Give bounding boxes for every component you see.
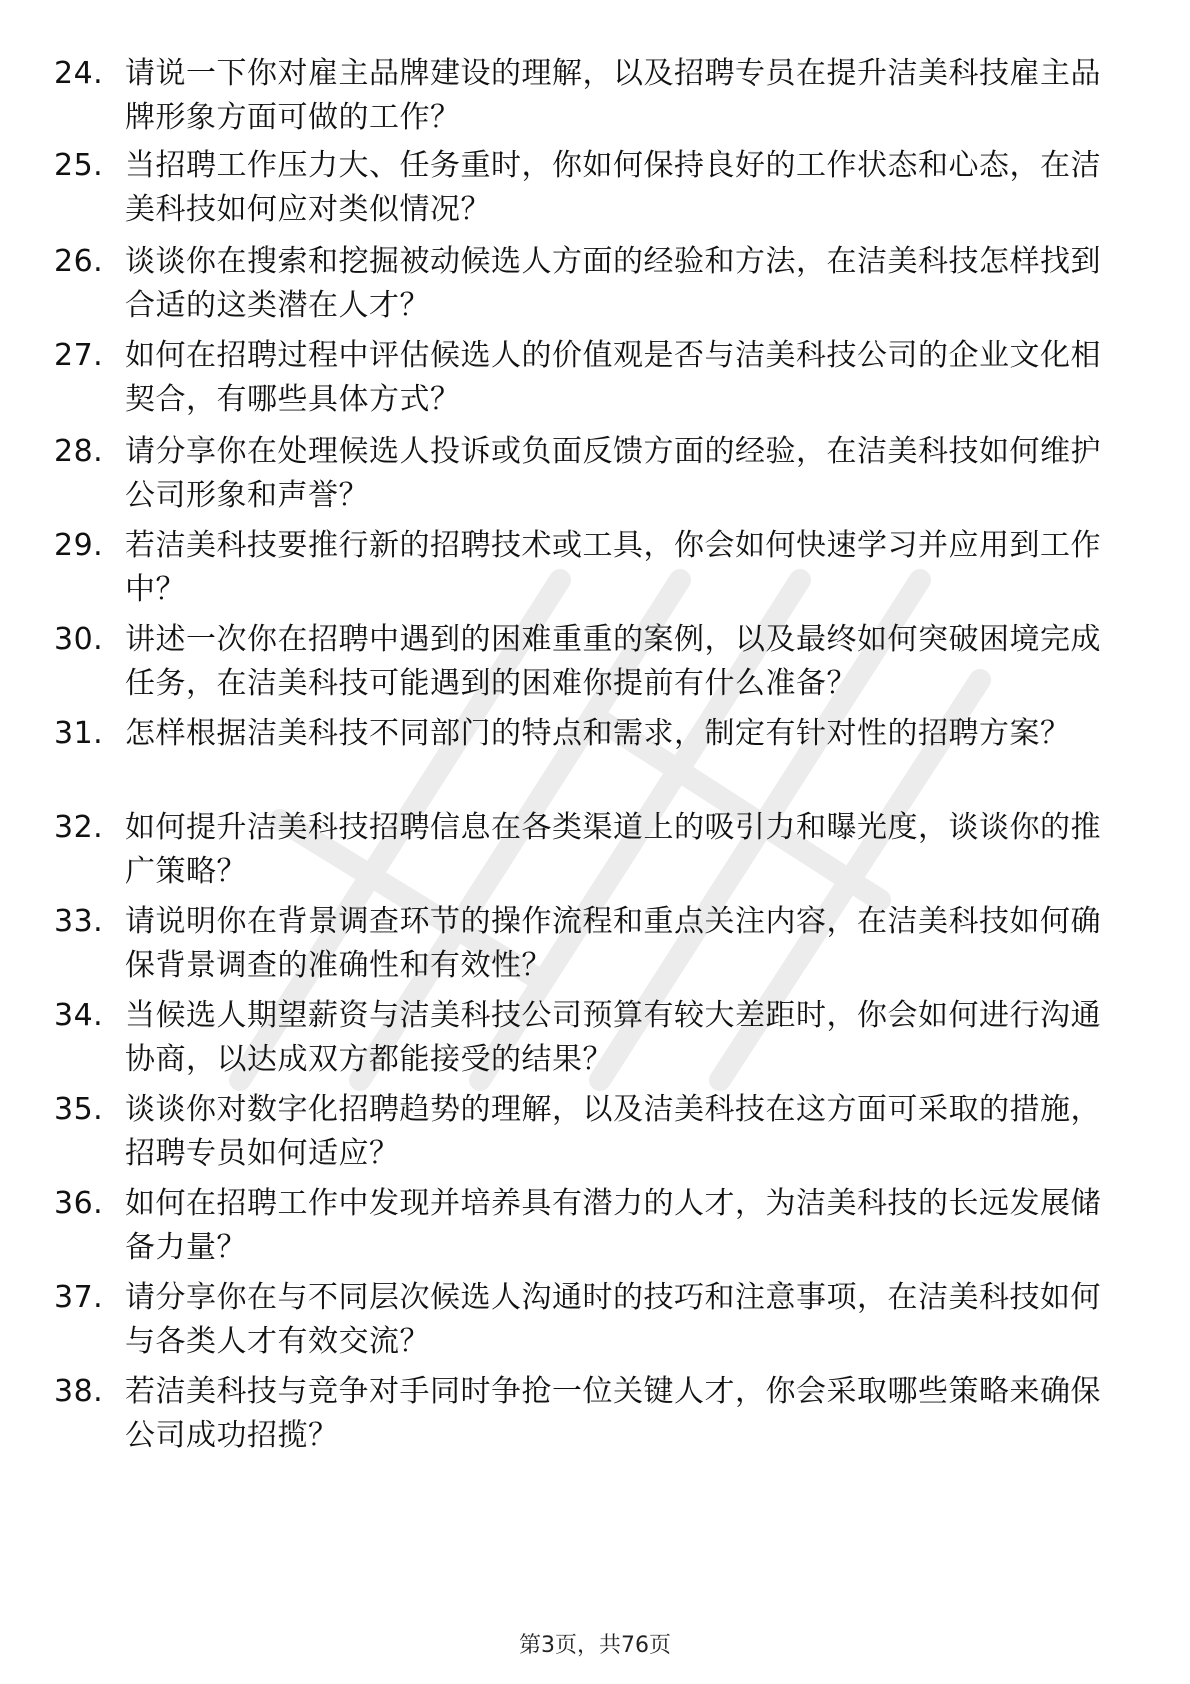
question-number: 25. <box>54 148 104 183</box>
question-text: 请说明你在背景调查环节的操作流程和重点关注内容，在洁美科技如何确保背景调查的准确性和有效性？ <box>125 904 1101 983</box>
question-number: 29. <box>54 528 104 563</box>
question-number: 38. <box>54 1374 104 1409</box>
question-number: 36. <box>54 1186 104 1221</box>
question-text: 谈谈你对数字化招聘趋势的理解，以及洁美科技在这方面可采取的措施，招聘专员如何适应？ <box>125 1092 1101 1171</box>
question-text: 如何在招聘过程中评估候选人的价值观是否与洁美科技公司的企业文化相契合，有哪些具体方式？ <box>125 338 1101 417</box>
question-number: 35. <box>54 1092 104 1127</box>
question-number: 32. <box>54 810 104 845</box>
question-text: 当招聘工作压力大、任务重时，你如何保持良好的工作状态和心态，在洁美科技如何应对类似情况？ <box>125 148 1101 227</box>
question-number: 34. <box>54 998 104 1033</box>
question-text: 怎样根据洁美科技不同部门的特点和需求，制定有针对性的招聘方案？ <box>125 716 1071 751</box>
question-text: 若洁美科技要推行新的招聘技术或工具，你会如何快速学习并应用到工作中？ <box>125 528 1101 607</box>
question-text: 若洁美科技与竞争对手同时争抢一位关键人才，你会采取哪些策略来确保公司成功招揽？ <box>125 1374 1101 1453</box>
question-text: 请分享你在处理候选人投诉或负面反馈方面的经验，在洁美科技如何维护公司形象和声誉？ <box>125 434 1101 513</box>
question-number: 27. <box>54 338 104 373</box>
question-text: 如何提升洁美科技招聘信息在各类渠道上的吸引力和曝光度，谈谈你的推广策略？ <box>125 810 1101 889</box>
page-footer <box>0 1631 1190 1661</box>
question-number: 28. <box>54 434 104 469</box>
question-text: 当候选人期望薪资与洁美科技公司预算有较大差距时，你会如何进行沟通协商，以达成双方都能接受的结果？ <box>125 998 1101 1077</box>
question-number: 33. <box>54 904 104 939</box>
question-number: 37. <box>54 1280 104 1315</box>
question-text: 请说一下你对雇主品牌建设的理解，以及招聘专员在提升洁美科技雇主品牌形象方面可做的工作？ <box>125 56 1101 135</box>
question-text: 请分享你在与不同层次候选人沟通时的技巧和注意事项，在洁美科技如何与各类人才有效交流？ <box>125 1280 1101 1359</box>
question-item <box>0 334 1190 444</box>
question-text: 如何在招聘工作中发现并培养具有潜力的人才，为洁美科技的长远发展储备力量？ <box>125 1186 1101 1265</box>
question-item <box>0 144 1190 254</box>
question-number: 26. <box>54 244 104 279</box>
question-number: 31. <box>54 716 104 751</box>
question-number: 24. <box>54 56 104 91</box>
question-text: 谈谈你在搜索和挖掘被动候选人方面的经验和方法，在洁美科技怎样找到合适的这类潜在人才？ <box>125 244 1101 323</box>
question-number: 30. <box>54 622 104 657</box>
question-item <box>0 1370 1190 1480</box>
question-text: 讲述一次你在招聘中遇到的困难重重的案例，以及最终如何突破困境完成任务，在洁美科技可能遇到的困难你提前有什么准备？ <box>125 622 1101 701</box>
page-number-label: 第3页，共76页 <box>519 1633 671 1658</box>
